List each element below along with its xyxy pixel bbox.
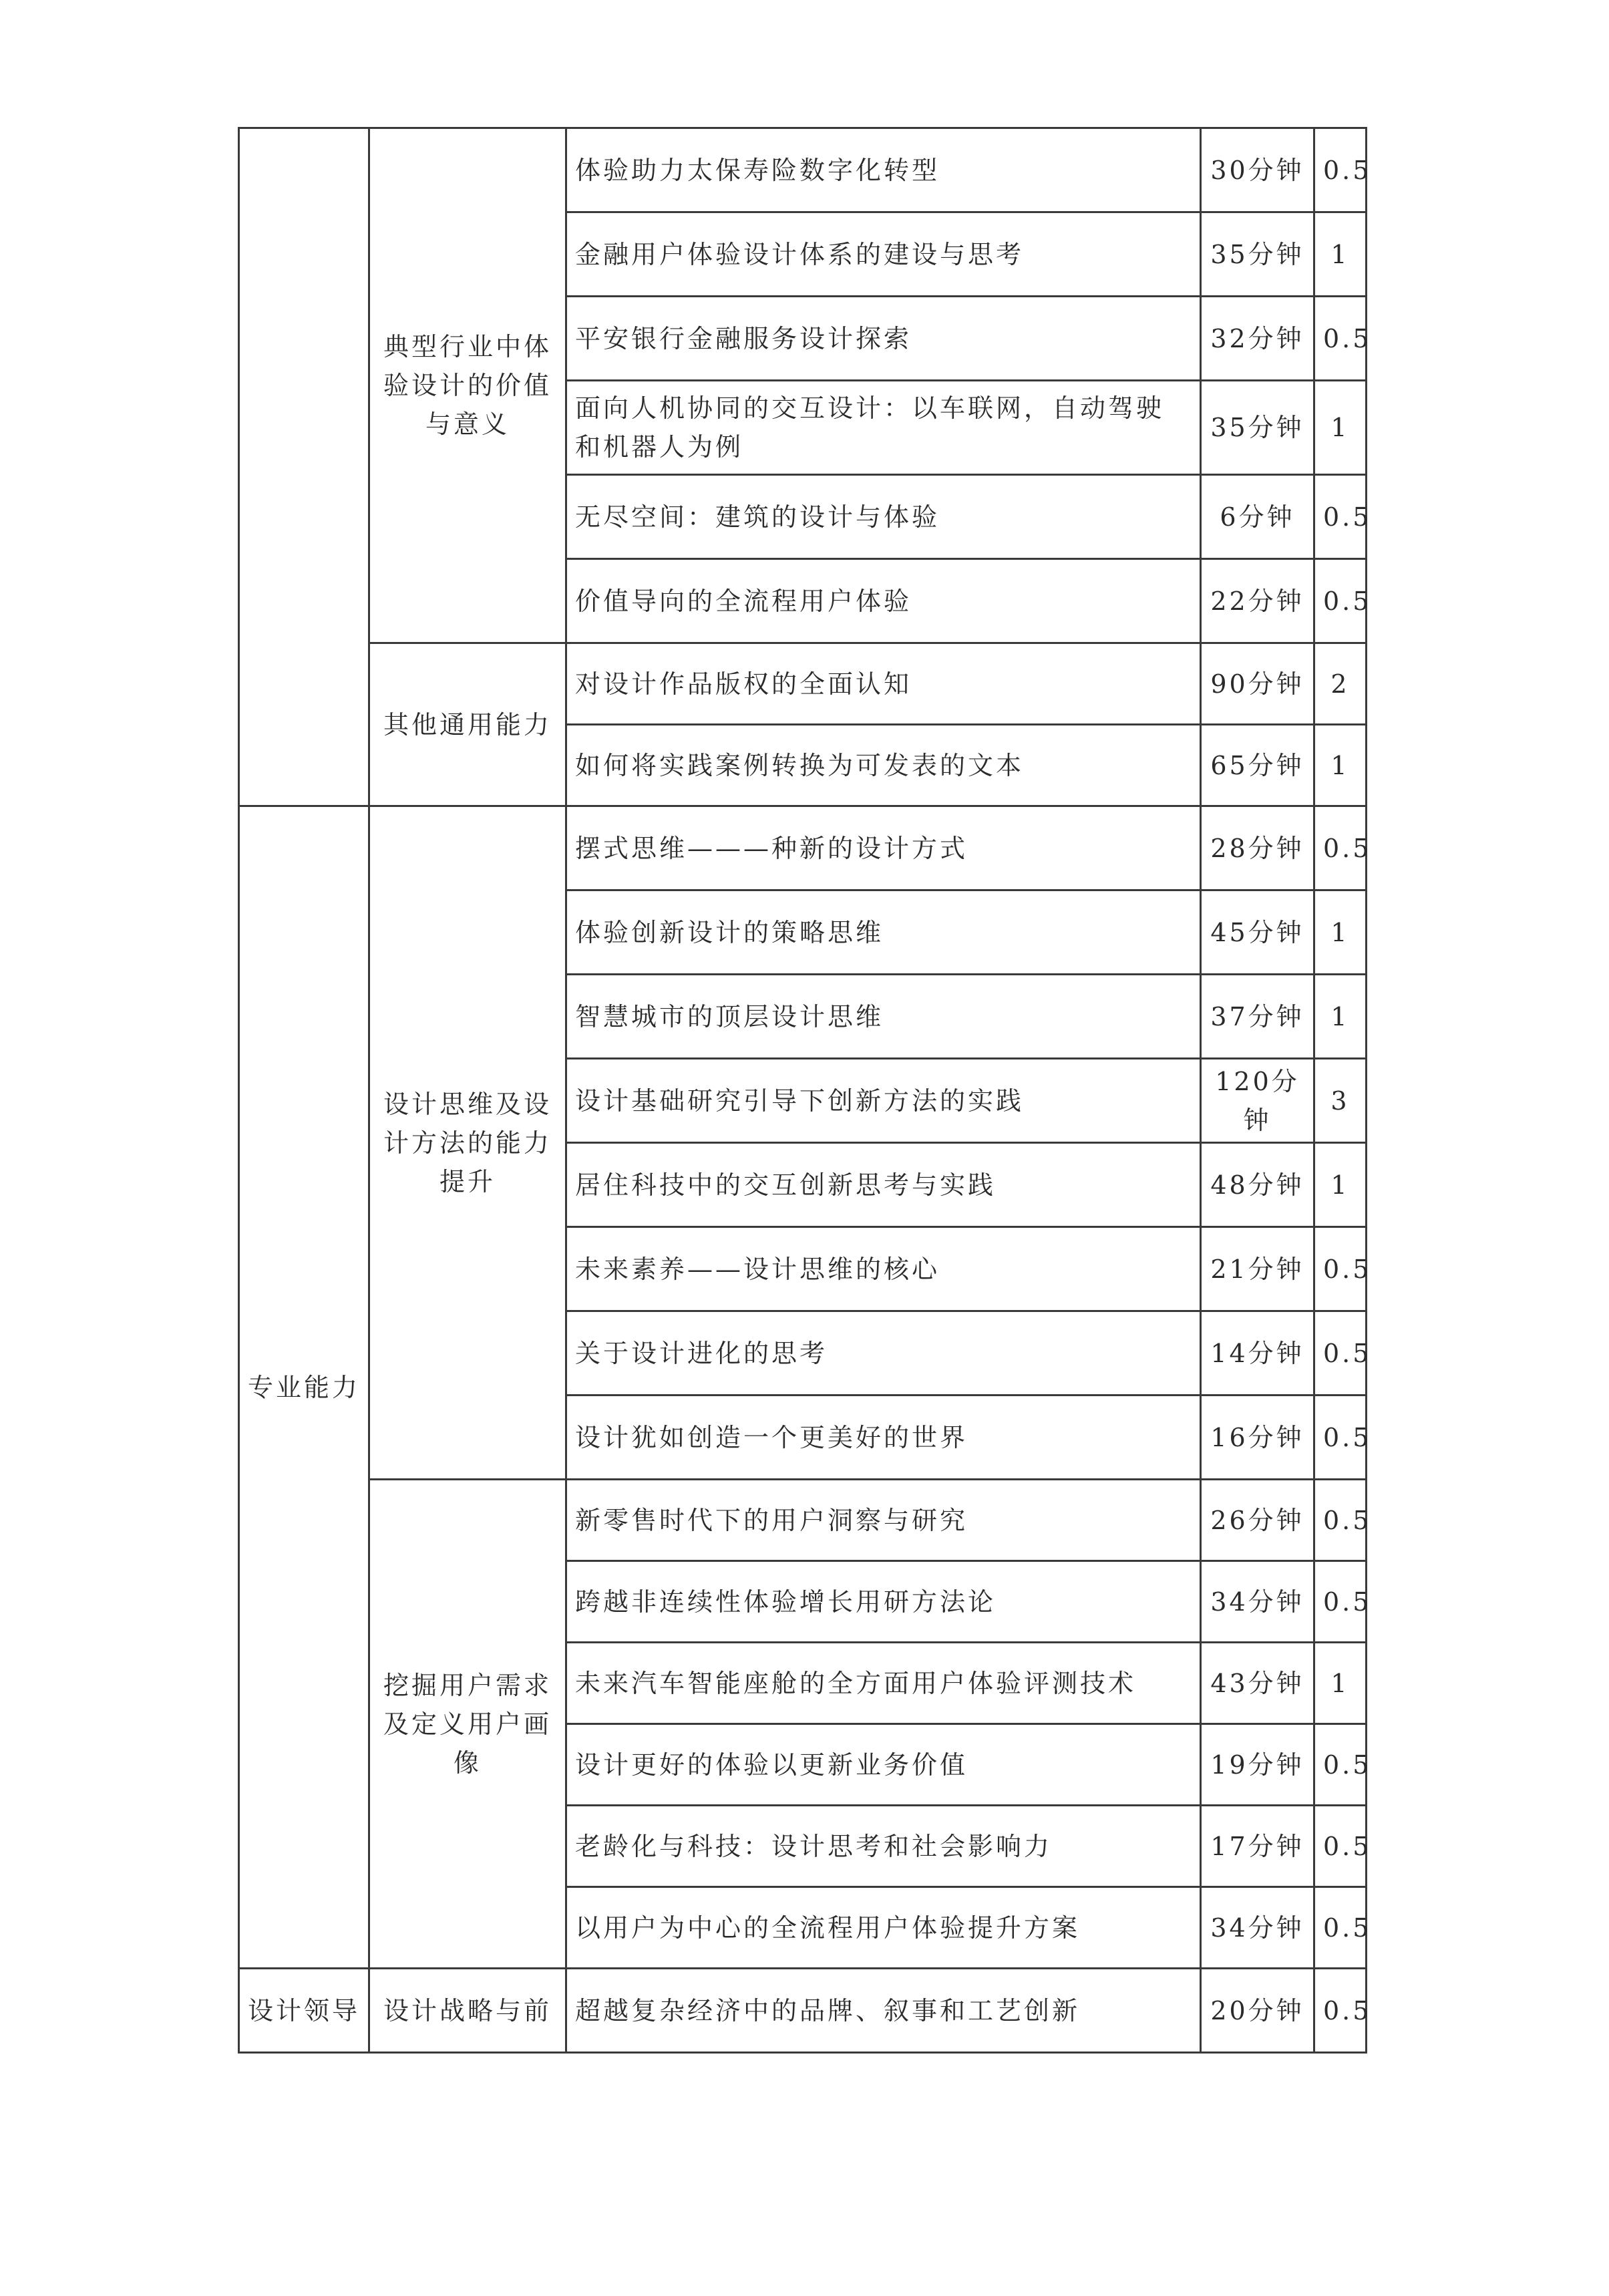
category-level2-cell: 挖掘用户需求及定义用户画像 <box>369 1480 566 1969</box>
course-duration-cell: 90分钟 <box>1201 643 1314 725</box>
course-title-cell: 智慧城市的顶层设计思维 <box>566 975 1201 1059</box>
course-title-cell: 关于设计进化的思考 <box>566 1311 1201 1396</box>
course-credit-cell: 3 <box>1314 1059 1367 1143</box>
course-title-cell: 平安银行金融服务设计探索 <box>566 297 1201 381</box>
category-level2-cell: 典型行业中体验设计的价值与意义 <box>369 128 566 643</box>
course-credit-cell: 0.5 <box>1314 1396 1367 1480</box>
course-title-cell: 未来素养——设计思维的核心 <box>566 1227 1201 1311</box>
course-table <box>238 127 1372 2054</box>
course-credit-cell: 1 <box>1314 381 1367 475</box>
course-title-cell: 设计基础研究引导下创新方法的实践 <box>566 1059 1201 1143</box>
course-credit-cell: 1 <box>1314 1143 1367 1227</box>
category-level1-cell: 设计领导 <box>239 1969 369 2053</box>
course-title-cell: 如何将实践案例转换为可发表的文本 <box>566 725 1201 806</box>
course-duration-cell: 120分钟 <box>1201 1059 1314 1143</box>
course-credit-cell: 0.5 <box>1314 1724 1367 1806</box>
course-credit-cell: 1 <box>1314 212 1367 297</box>
course-title-cell: 摆式思维———种新的设计方式 <box>566 806 1201 890</box>
course-title-cell: 超越复杂经济中的品牌、叙事和工艺创新 <box>566 1969 1201 2053</box>
course-title-cell: 老龄化与科技：设计思考和社会影响力 <box>566 1806 1201 1887</box>
course-duration-cell: 48分钟 <box>1201 1143 1314 1227</box>
table-row <box>239 1480 1367 1561</box>
category-level2-cell: 设计思维及设计方法的能力提升 <box>369 806 566 1480</box>
course-duration-cell: 43分钟 <box>1201 1643 1314 1724</box>
course-title-cell: 对设计作品版权的全面认知 <box>566 643 1201 725</box>
course-duration-cell: 30分钟 <box>1201 128 1314 212</box>
course-credit-cell: 1 <box>1314 1643 1367 1724</box>
course-credit-cell: 0.5 <box>1314 297 1367 381</box>
course-credit-cell: 0.5 <box>1314 128 1367 212</box>
course-credit-cell: 0.5 <box>1314 475 1367 559</box>
category-level1-cell: 专业能力 <box>239 806 369 1969</box>
course-credit-cell: 0.5 <box>1314 559 1367 643</box>
course-duration-cell: 26分钟 <box>1201 1480 1314 1561</box>
course-duration-cell: 21分钟 <box>1201 1227 1314 1311</box>
course-table-body <box>239 128 1372 2053</box>
course-title-cell: 金融用户体验设计体系的建设与思考 <box>566 212 1201 297</box>
course-duration-cell: 32分钟 <box>1201 297 1314 381</box>
course-title-cell: 体验助力太保寿险数字化转型 <box>566 128 1201 212</box>
course-title-cell: 无尽空间：建筑的设计与体验 <box>566 475 1201 559</box>
table-row <box>239 643 1367 725</box>
course-credit-cell: 0.5 <box>1314 1806 1367 1887</box>
course-title-cell: 新零售时代下的用户洞察与研究 <box>566 1480 1201 1561</box>
course-duration-cell: 28分钟 <box>1201 806 1314 890</box>
course-duration-cell: 17分钟 <box>1201 1806 1314 1887</box>
course-duration-cell: 20分钟 <box>1201 1969 1314 2053</box>
course-title-cell: 设计更好的体验以更新业务价值 <box>566 1724 1201 1806</box>
course-title-cell: 体验创新设计的策略思维 <box>566 890 1201 975</box>
course-credit-cell: 0.5 <box>1314 1887 1367 1969</box>
course-title-cell: 以用户为中心的全流程用户体验提升方案 <box>566 1887 1201 1969</box>
category-level2-cell: 设计战略与前 <box>369 1969 566 2053</box>
course-duration-cell: 45分钟 <box>1201 890 1314 975</box>
table-row <box>239 1969 1367 2053</box>
course-credit-cell: 2 <box>1314 643 1367 725</box>
course-duration-cell: 37分钟 <box>1201 975 1314 1059</box>
course-title-cell: 未来汽车智能座舱的全方面用户体验评测技术 <box>566 1643 1201 1724</box>
course-credit-cell: 0.5 <box>1314 1311 1367 1396</box>
course-duration-cell: 6分钟 <box>1201 475 1314 559</box>
course-credit-cell: 0.5 <box>1314 806 1367 890</box>
course-credit-cell: 0.5 <box>1314 1480 1367 1561</box>
category-level2-cell: 其他通用能力 <box>369 643 566 806</box>
course-credit-cell: 1 <box>1314 975 1367 1059</box>
course-title-cell: 设计犹如创造一个更美好的世界 <box>566 1396 1201 1480</box>
category-level1-cell <box>239 128 369 806</box>
course-duration-cell: 65分钟 <box>1201 725 1314 806</box>
course-credit-cell: 1 <box>1314 890 1367 975</box>
course-title-cell: 跨越非连续性体验增长用研方法论 <box>566 1561 1201 1643</box>
course-credit-cell: 0.5 <box>1314 1561 1367 1643</box>
course-credit-cell: 1 <box>1314 725 1367 806</box>
course-duration-cell: 16分钟 <box>1201 1396 1314 1480</box>
course-duration-cell: 35分钟 <box>1201 212 1314 297</box>
course-duration-cell: 34分钟 <box>1201 1887 1314 1969</box>
course-duration-cell: 34分钟 <box>1201 1561 1314 1643</box>
course-title-cell: 居住科技中的交互创新思考与实践 <box>566 1143 1201 1227</box>
course-duration-cell: 22分钟 <box>1201 559 1314 643</box>
course-duration-cell: 35分钟 <box>1201 381 1314 475</box>
course-title-cell: 面向人机协同的交互设计：以车联网，自动驾驶和机器人为例 <box>566 381 1201 475</box>
course-duration-cell: 19分钟 <box>1201 1724 1314 1806</box>
course-credit-cell: 0.5 <box>1314 1227 1367 1311</box>
table-row <box>239 806 1367 890</box>
course-credit-cell: 0.5 <box>1314 1969 1367 2053</box>
table-row <box>239 128 1367 212</box>
course-title-cell: 价值导向的全流程用户体验 <box>566 559 1201 643</box>
course-duration-cell: 14分钟 <box>1201 1311 1314 1396</box>
